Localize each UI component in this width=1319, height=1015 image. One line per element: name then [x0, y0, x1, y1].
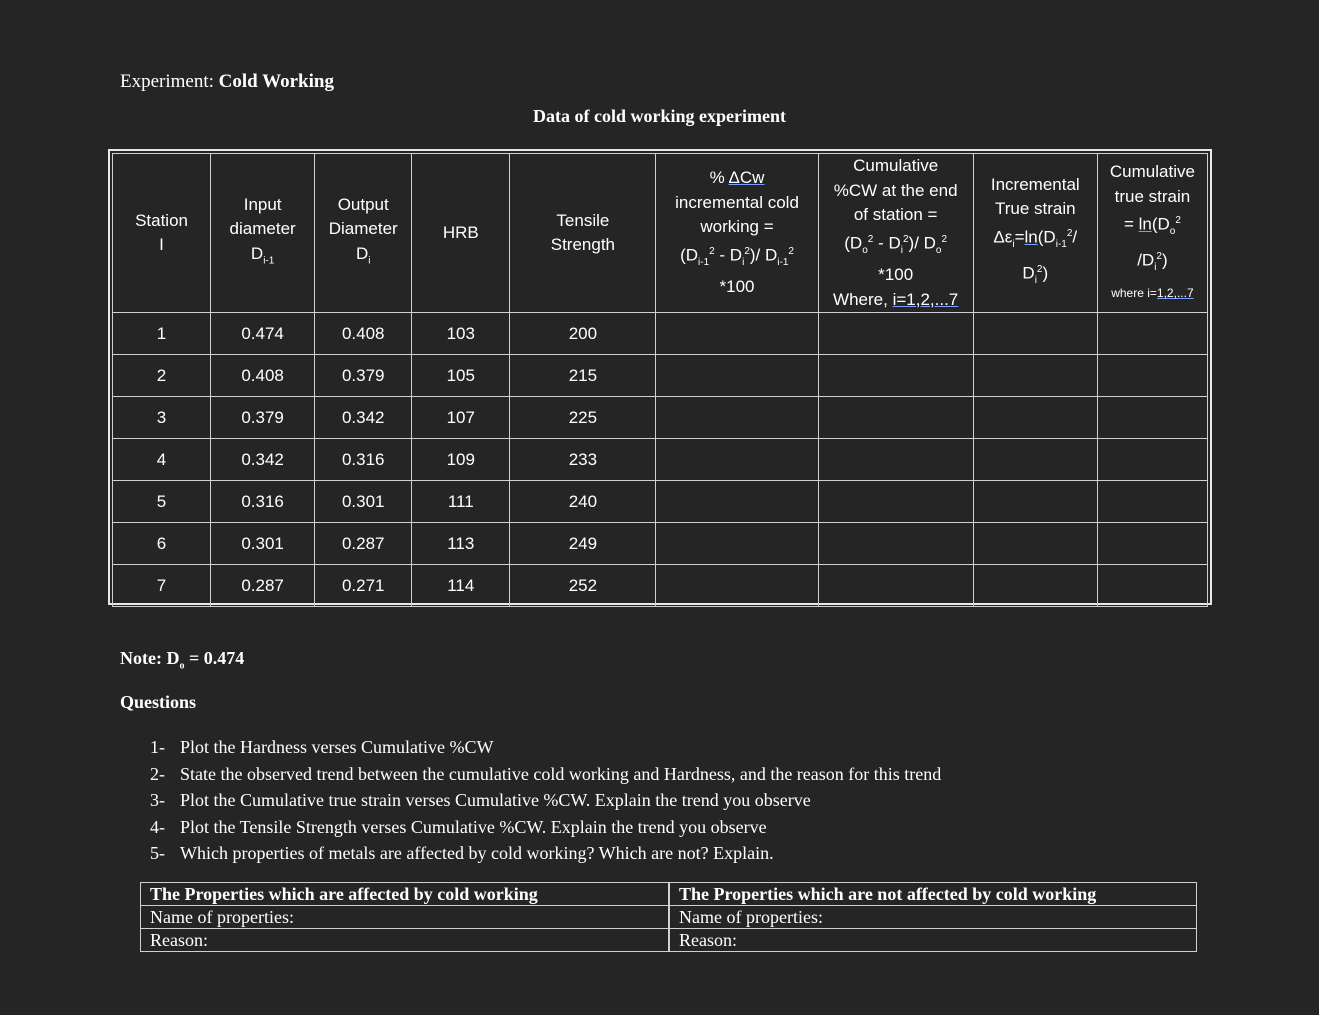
header-tensile-strength: Tensile Strength	[510, 154, 656, 313]
cell-input: 0.408	[211, 355, 315, 397]
experiment-line	[120, 71, 334, 93]
cell-incremental-cw[interactable]	[656, 355, 818, 397]
table-row	[113, 397, 1208, 439]
cell-tensile: 240	[510, 481, 656, 523]
cell-input: 0.379	[211, 397, 315, 439]
cell-incremental-true-strain[interactable]	[973, 565, 1097, 607]
cell-tensile: 249	[510, 523, 656, 565]
cell-tensile: 252	[510, 565, 656, 607]
header-cumulative-cw: Cumulative %CW at the end of station = $(D_o^2 - D_i^2)/$ $D_o^2$ *100 Where, i=1,2,...7	[818, 154, 973, 313]
header-input-diameter: Input diameter $D_{i-1}$	[211, 154, 315, 313]
cell-hrb: 109	[412, 439, 510, 481]
not-affected-properties-reason-field[interactable]: Reason:	[670, 929, 1197, 952]
table-row	[113, 565, 1208, 607]
table-row	[113, 523, 1208, 565]
cell-incremental-cw[interactable]	[656, 313, 818, 355]
header-incremental-true-strain: Incremental True strain $\Delta\varepsilon_i=\ln(D_{i-1}^2/$ $D_i^2$)	[973, 154, 1097, 313]
cell-output: 0.316	[315, 439, 412, 481]
cell-cumulative-cw[interactable]	[818, 313, 973, 355]
question-item	[150, 787, 941, 814]
cell-hrb: 105	[412, 355, 510, 397]
table-row	[113, 355, 1208, 397]
cell-station: 4	[113, 439, 211, 481]
note: Note: $D_o = 0.474$	[120, 648, 245, 672]
cell-cumulative-true-strain[interactable]	[1097, 439, 1207, 481]
cell-input: 0.474	[211, 313, 315, 355]
header-incremental-cw: % ΔCw incremental cold working = $(D_{i-1}^2 - D_i^2)/$ $D_{i-1}^2$ *100	[656, 154, 818, 313]
cell-station: 3	[113, 397, 211, 439]
cell-input: 0.316	[211, 481, 315, 523]
cell-incremental-cw[interactable]	[656, 397, 818, 439]
cell-station: 7	[113, 565, 211, 607]
question-text: Plot the Cumulative true strain verses Cumulative %CW. Explain the trend you observe	[180, 790, 811, 811]
affected-properties-name-field[interactable]: Name of properties:	[141, 906, 669, 929]
cell-incremental-true-strain[interactable]	[973, 397, 1097, 439]
cell-output: 0.287	[315, 523, 412, 565]
header-station: Station I	[113, 154, 211, 313]
cell-cumulative-true-strain[interactable]	[1097, 523, 1207, 565]
cell-incremental-true-strain[interactable]	[973, 523, 1097, 565]
cell-incremental-cw[interactable]	[656, 523, 818, 565]
question-text: Plot the Tensile Strength verses Cumulative %CW. Explain the trend you observe	[180, 816, 767, 837]
data-table-body	[113, 313, 1208, 607]
cell-hrb: 107	[412, 397, 510, 439]
cell-incremental-cw[interactable]	[656, 439, 818, 481]
cell-cumulative-true-strain[interactable]	[1097, 397, 1207, 439]
question-item	[150, 761, 941, 788]
experiment-label: Experiment:	[120, 71, 214, 92]
question-number: 5-	[150, 843, 165, 864]
cell-output: 0.408	[315, 313, 412, 355]
cell-input: 0.287	[211, 565, 315, 607]
header-hrb: HRB	[412, 154, 510, 313]
header-output-diameter: Output Diameter $D_i$	[315, 154, 412, 313]
question-text: Plot the Hardness verses Cumulative %CW	[180, 737, 494, 757]
question-text: State the observed trend between the cumulative cold working and Hardness, and the reason for this trend	[180, 763, 942, 784]
experiment-name: Cold Working	[218, 71, 334, 92]
cell-output: 0.379	[315, 355, 412, 397]
cell-cumulative-cw[interactable]	[818, 481, 973, 523]
questions-heading: Questions	[120, 692, 197, 712]
table-row	[113, 313, 1208, 355]
cell-station: 1	[113, 313, 211, 355]
cell-station: 2	[113, 355, 211, 397]
cell-input: 0.342	[211, 439, 315, 481]
table-row	[113, 481, 1208, 523]
table-row	[113, 439, 1208, 481]
cell-hrb: 103	[412, 313, 510, 355]
question-number: 4-	[150, 816, 165, 837]
cell-station: 5	[113, 481, 211, 523]
cell-cumulative-true-strain[interactable]	[1097, 481, 1207, 523]
question-item	[150, 734, 941, 761]
cell-cumulative-cw[interactable]	[818, 355, 973, 397]
cell-incremental-true-strain[interactable]	[973, 355, 1097, 397]
cell-cumulative-cw[interactable]	[818, 439, 973, 481]
question-item	[150, 814, 941, 841]
affected-properties-table	[140, 882, 669, 952]
cell-cumulative-true-strain[interactable]	[1097, 565, 1207, 607]
question-number: 2-	[150, 763, 165, 784]
cell-incremental-cw[interactable]	[656, 565, 818, 607]
cell-tensile: 233	[510, 439, 656, 481]
cell-incremental-true-strain[interactable]	[973, 481, 1097, 523]
cell-hrb: 114	[412, 565, 510, 607]
data-table-frame	[108, 149, 1212, 605]
cell-output: 0.301	[315, 481, 412, 523]
question-list	[150, 734, 941, 867]
cell-cumulative-cw[interactable]	[818, 565, 973, 607]
data-table	[112, 153, 1208, 607]
cell-input: 0.301	[211, 523, 315, 565]
not-affected-properties-table	[669, 882, 1197, 952]
question-item	[150, 840, 941, 867]
affected-properties-reason-field[interactable]: Reason:	[141, 929, 669, 952]
cell-station: 6	[113, 523, 211, 565]
affected-properties-title: The Properties which are affected by cold working	[141, 883, 669, 906]
cell-cumulative-true-strain[interactable]	[1097, 355, 1207, 397]
question-text: Which properties of metals are affected by cold working? Which are not? Explain.	[180, 843, 774, 864]
cell-incremental-true-strain[interactable]	[973, 313, 1097, 355]
not-affected-properties-name-field[interactable]: Name of properties:	[670, 906, 1197, 929]
cell-hrb: 113	[412, 523, 510, 565]
not-affected-properties-title: The Properties which are not affected by cold working	[670, 883, 1197, 906]
cell-output: 0.342	[315, 397, 412, 439]
cell-output: 0.271	[315, 565, 412, 607]
cell-tensile: 200	[510, 313, 656, 355]
question-number: 1-	[150, 737, 165, 757]
cell-cumulative-cw[interactable]	[818, 397, 973, 439]
cell-hrb: 111	[412, 481, 510, 523]
cell-cumulative-true-strain[interactable]	[1097, 313, 1207, 355]
header-cumulative-true-strain: Cumulative true strain = $\ln(D_o^2$ $/D_i^2$) where i=1,2,...7	[1097, 154, 1207, 313]
cell-cumulative-cw[interactable]	[818, 523, 973, 565]
cell-tensile: 215	[510, 355, 656, 397]
cell-incremental-cw[interactable]	[656, 481, 818, 523]
cell-incremental-true-strain[interactable]	[973, 439, 1097, 481]
table-title: Data of cold working experiment	[533, 106, 786, 126]
cell-tensile: 225	[510, 397, 656, 439]
question-number: 3-	[150, 790, 165, 811]
